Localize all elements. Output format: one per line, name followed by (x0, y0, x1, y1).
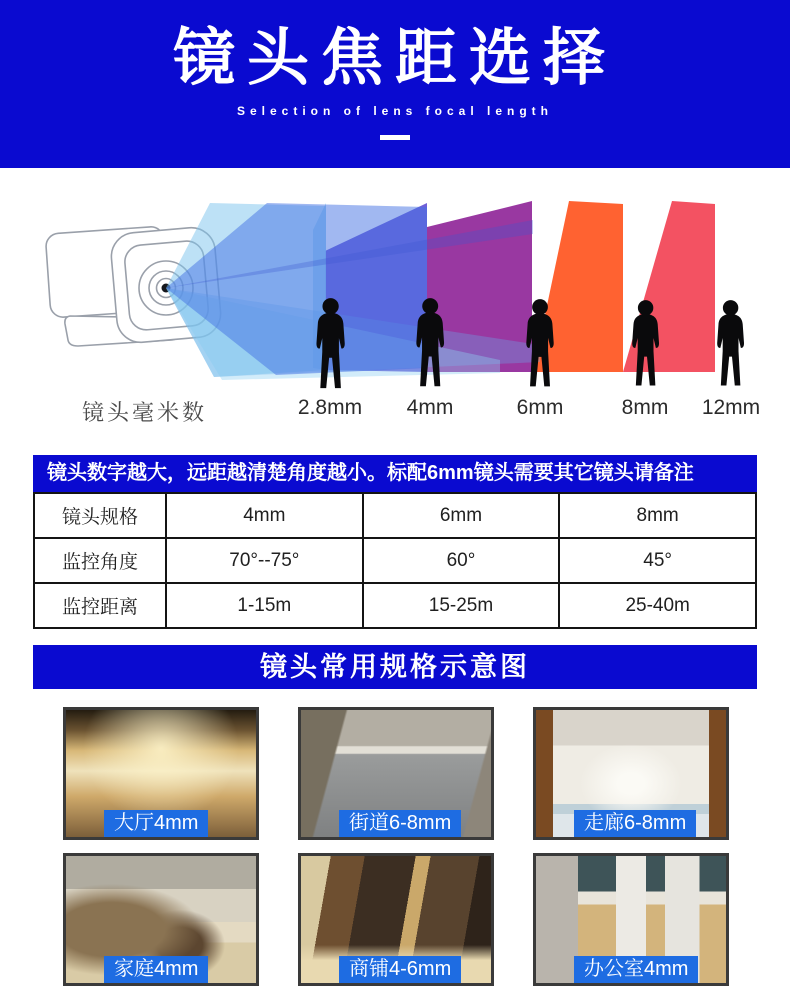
photo-home (63, 853, 259, 986)
mm-label-6: 6mm (516, 396, 564, 419)
cell-angle-4mm: 70°--75° (166, 538, 363, 583)
cell-distance-8mm: 25-40m (559, 583, 756, 628)
screen-12mm (623, 201, 715, 372)
spec-note-banner: 镜头数字越大，远距越清楚角度越小。标配6mm镜头需要其它镜头请备注 (33, 455, 757, 492)
mm-label-8: 8mm (621, 396, 669, 419)
cell-lens-4mm: 4mm (166, 493, 363, 538)
mm-label-2.8: 2.8mm (297, 396, 363, 419)
row-header-angle: 监控角度 (34, 538, 166, 583)
cell-lens-8mm: 8mm (559, 493, 756, 538)
hero-banner (0, 0, 790, 168)
spec-section (33, 455, 757, 629)
cell-lens-6mm: 6mm (363, 493, 560, 538)
photo-corridor (533, 707, 729, 840)
mm-label-12: 12mm (701, 396, 761, 419)
row-header-distance: 监控距离 (34, 583, 166, 628)
table-row (34, 538, 756, 583)
photo-label-lobby: 大厅4mm (104, 810, 208, 837)
axis-label: 镜头毫米数 (82, 400, 208, 425)
photo-label-shop: 商铺4-6mm (339, 956, 461, 983)
photo-label-home: 家庭4mm (104, 956, 208, 983)
table-row (34, 493, 756, 538)
photo-street (298, 707, 494, 840)
row-header-lens-size: 镜头规格 (34, 493, 166, 538)
page-title: 镜头焦距选择 (172, 24, 617, 93)
divider-dash (380, 135, 410, 140)
gallery-title-banner: 镜头常用规格示意图 (33, 645, 757, 689)
scene-gallery (63, 707, 790, 986)
photo-label-office: 办公室4mm (574, 956, 698, 983)
cell-angle-8mm: 45° (559, 538, 756, 583)
focal-length-diagram (0, 168, 790, 445)
cell-distance-4mm: 1-15m (166, 583, 363, 628)
cell-distance-6mm: 15-25m (363, 583, 560, 628)
photo-office (533, 853, 729, 986)
table-row (34, 583, 756, 628)
photo-label-corridor: 走廊6-8mm (574, 810, 696, 837)
photo-label-street: 街道6-8mm (339, 810, 461, 837)
cell-angle-6mm: 60° (363, 538, 560, 583)
photo-shop (298, 853, 494, 986)
spec-table (33, 492, 757, 629)
mm-label-4: 4mm (406, 396, 454, 419)
photo-lobby (63, 707, 259, 840)
page-subtitle: Selection of lens focal length (236, 103, 554, 118)
person-12mm (717, 300, 744, 385)
